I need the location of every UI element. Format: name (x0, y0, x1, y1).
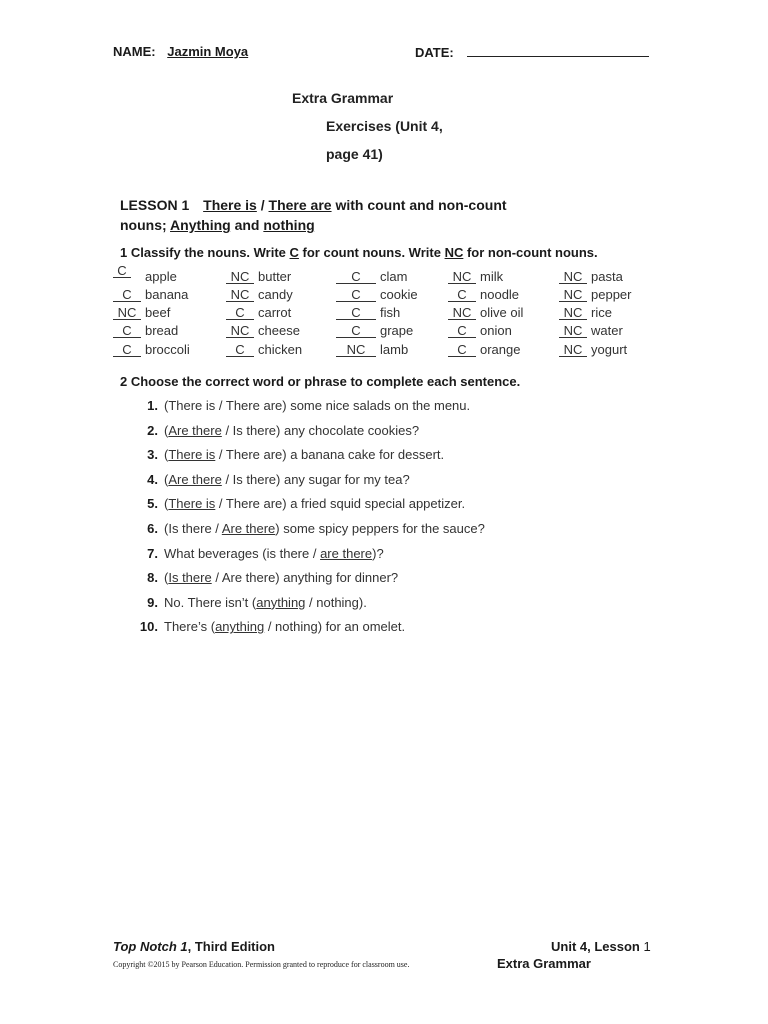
sentence-item (136, 472, 410, 487)
noun-word: milk (480, 269, 504, 284)
noun-answer: C (336, 288, 376, 302)
noun-answer: C (336, 306, 376, 320)
date-label: DATE: (415, 45, 454, 60)
noun-word: cookie (380, 287, 418, 302)
noun-word: noodle (480, 287, 520, 302)
sentence-number: 3. (147, 447, 158, 463)
lesson-heading-line2 (120, 217, 315, 233)
noun-answer: NC (448, 270, 476, 284)
sentence-text: No. There isn’t ( (164, 594, 257, 610)
name-label: NAME: (113, 44, 156, 59)
noun-answer: NC (559, 306, 587, 320)
noun-item (448, 323, 512, 338)
noun-item (336, 323, 413, 338)
title-line-2: Exercises (Unit 4, (326, 118, 443, 134)
noun-item (336, 269, 407, 284)
noun-word: chicken (258, 342, 303, 357)
sentence-text: / nothing). (305, 594, 367, 610)
noun-word: beef (145, 305, 171, 320)
noun-answer: C (448, 343, 476, 357)
unit-label: Unit 4, Lesson (551, 939, 644, 954)
sentence-item (136, 595, 367, 610)
sentence-number: 4. (147, 471, 158, 487)
sentence-text: ( (164, 422, 169, 438)
sentence-text: ) some spicy peppers for the sauce? (275, 521, 485, 536)
noun-item (448, 342, 520, 357)
noun-word: fish (380, 305, 401, 320)
noun-word: onion (480, 323, 512, 338)
chosen-answer: Are there (168, 422, 222, 438)
lesson-term-anything: Anything (170, 217, 231, 233)
noun-item (559, 342, 627, 357)
noun-item (113, 323, 178, 338)
sentence-number: 10. (139, 619, 158, 635)
noun-answer: NC (559, 288, 587, 302)
noun-word: bread (145, 323, 179, 338)
noun-item (226, 342, 302, 357)
noun-answer: NC (113, 306, 141, 320)
chosen-answer: There is (168, 496, 216, 512)
lesson-label: LESSON 1 (120, 197, 190, 213)
sentence-item (136, 521, 485, 536)
noun-word: lamb (380, 342, 409, 357)
noun-answer: NC (336, 343, 376, 357)
noun-answer: C (113, 264, 131, 278)
chosen-answer: Are there (221, 521, 276, 536)
sentence-number: 5. (147, 496, 158, 512)
noun-answer: C (226, 306, 254, 320)
sentence-text: ( (164, 447, 169, 463)
instr-c: C (289, 245, 299, 260)
footer-book (113, 939, 275, 954)
title-line-3: page 41) (326, 146, 383, 162)
sentence-number: 1. (147, 398, 158, 413)
noun-answer: C (448, 288, 476, 302)
noun-answer: NC (559, 270, 587, 284)
noun-answer: NC (448, 306, 476, 320)
noun-word: rice (591, 305, 612, 320)
sentence-item (136, 570, 398, 585)
sentence-text: / nothing) for an omelet. (264, 619, 406, 635)
noun-answer: C (336, 270, 376, 284)
title-line-1: Extra Grammar (292, 90, 394, 106)
date-blank (467, 44, 649, 57)
noun-word: orange (480, 342, 521, 357)
book-edition: , Third Edition (187, 939, 276, 954)
sentence-item (136, 423, 419, 438)
copyright: Copyright ©2015 by Pearson Education. Permission granted to reproduce for classroom use. (113, 960, 410, 969)
sentence-text: (Is there / (164, 521, 222, 536)
sentence-number: 7. (147, 545, 158, 561)
noun-answer: NC (226, 270, 254, 284)
sentence-number: 6. (147, 521, 158, 536)
noun-item (559, 287, 631, 302)
noun-word: broccoli (145, 342, 190, 357)
noun-answer: NC (559, 343, 587, 357)
noun-word: yogurt (591, 342, 628, 357)
noun-item (226, 269, 291, 284)
noun-item (113, 305, 170, 320)
noun-item (336, 287, 418, 302)
sentence-text: / There are) a fried squid special appetizer. (215, 496, 466, 512)
sentence-item (136, 619, 405, 634)
lesson-term-there-are: There are (268, 197, 332, 213)
sentence-text: / Is there) any sugar for my tea? (221, 471, 410, 487)
noun-item (336, 305, 400, 320)
instr-text: for non-count nouns. (463, 245, 598, 260)
noun-word: pepper (591, 287, 632, 302)
noun-answer: NC (559, 324, 587, 338)
name-line (113, 44, 248, 59)
noun-item (448, 305, 523, 320)
noun-answer: C (113, 324, 141, 338)
noun-item (448, 269, 503, 284)
footer-unit (551, 939, 651, 954)
sentence-text: / Are there) anything for dinner? (211, 570, 399, 586)
noun-answer: C (113, 288, 141, 302)
lesson-text-2: nouns; (120, 217, 171, 233)
noun-answer: C (336, 324, 376, 338)
noun-answer: C (448, 324, 476, 338)
noun-item (113, 263, 177, 284)
noun-item (226, 323, 300, 338)
student-name: Jazmin Moya (167, 44, 249, 59)
sentence-number: 9. (147, 594, 158, 610)
noun-answer: NC (226, 324, 254, 338)
lesson-text: with count and non-count (331, 197, 507, 213)
noun-word: pasta (591, 269, 623, 284)
sentence-text: What beverages (is there / (164, 545, 321, 561)
exercise-1-instructions (120, 245, 598, 260)
lesson-slash: / (256, 197, 269, 213)
sentence-number: 2. (147, 422, 158, 438)
noun-item (559, 323, 623, 338)
date-line (415, 44, 649, 60)
sentence-number: 8. (147, 570, 158, 586)
sentence-text: ( (164, 471, 169, 487)
sentence-text: ( (164, 570, 169, 586)
sentence-text: / Is there) any chocolate cookies? (221, 422, 420, 438)
sentence-text: )? (372, 545, 384, 561)
noun-word: cheese (258, 323, 300, 338)
noun-word: candy (258, 287, 293, 302)
noun-word: olive oil (480, 305, 524, 320)
sentence-item (136, 447, 444, 462)
sentence-item (136, 496, 465, 511)
unit-number: 1 (643, 939, 651, 954)
lesson-term-there-is: There is (203, 197, 257, 213)
noun-item (448, 287, 519, 302)
lesson-text-3: and (230, 217, 264, 233)
exercise-2-instructions: 2 Choose the correct word or phrase to complete each sentence. (120, 374, 521, 389)
chosen-answer: There is (168, 447, 216, 463)
chosen-answer: Are there (168, 471, 222, 487)
noun-item (226, 305, 291, 320)
sentence-text: / There are) a banana cake for dessert. (215, 447, 445, 463)
noun-word: banana (145, 287, 189, 302)
noun-item (336, 342, 408, 357)
book-title: Top Notch 1 (113, 939, 188, 954)
noun-answer: NC (226, 288, 254, 302)
noun-word: clam (380, 269, 408, 284)
noun-word: grape (380, 323, 414, 338)
noun-word: carrot (258, 305, 292, 320)
footer-extra-grammar: Extra Grammar (497, 956, 591, 971)
instr-text: 1 Classify the nouns. Write (120, 245, 290, 260)
noun-word: butter (258, 269, 292, 284)
noun-word: apple (145, 269, 177, 284)
instr-text: for count nouns. Write (298, 245, 445, 260)
chosen-answer: Is there (168, 570, 212, 586)
sentence-text: ( (164, 496, 169, 512)
noun-item (559, 269, 623, 284)
noun-word: water (591, 323, 623, 338)
noun-answer: C (226, 343, 254, 357)
noun-answer: C (113, 343, 141, 357)
lesson-heading (120, 197, 507, 213)
sentence-text: There’s ( (164, 619, 216, 635)
sentence-item (136, 546, 384, 561)
noun-item (226, 287, 293, 302)
chosen-answer: anything (256, 594, 306, 610)
chosen-answer: anything (215, 619, 265, 635)
noun-item (113, 287, 188, 302)
chosen-answer: are there (320, 545, 373, 561)
sentence-text: (There is / There are) some nice salads on the menu. (164, 398, 471, 413)
instr-nc: NC (444, 245, 464, 260)
sentence-item (136, 398, 470, 413)
noun-item (113, 342, 190, 357)
lesson-term-nothing: nothing (263, 217, 315, 233)
noun-item (559, 305, 612, 320)
